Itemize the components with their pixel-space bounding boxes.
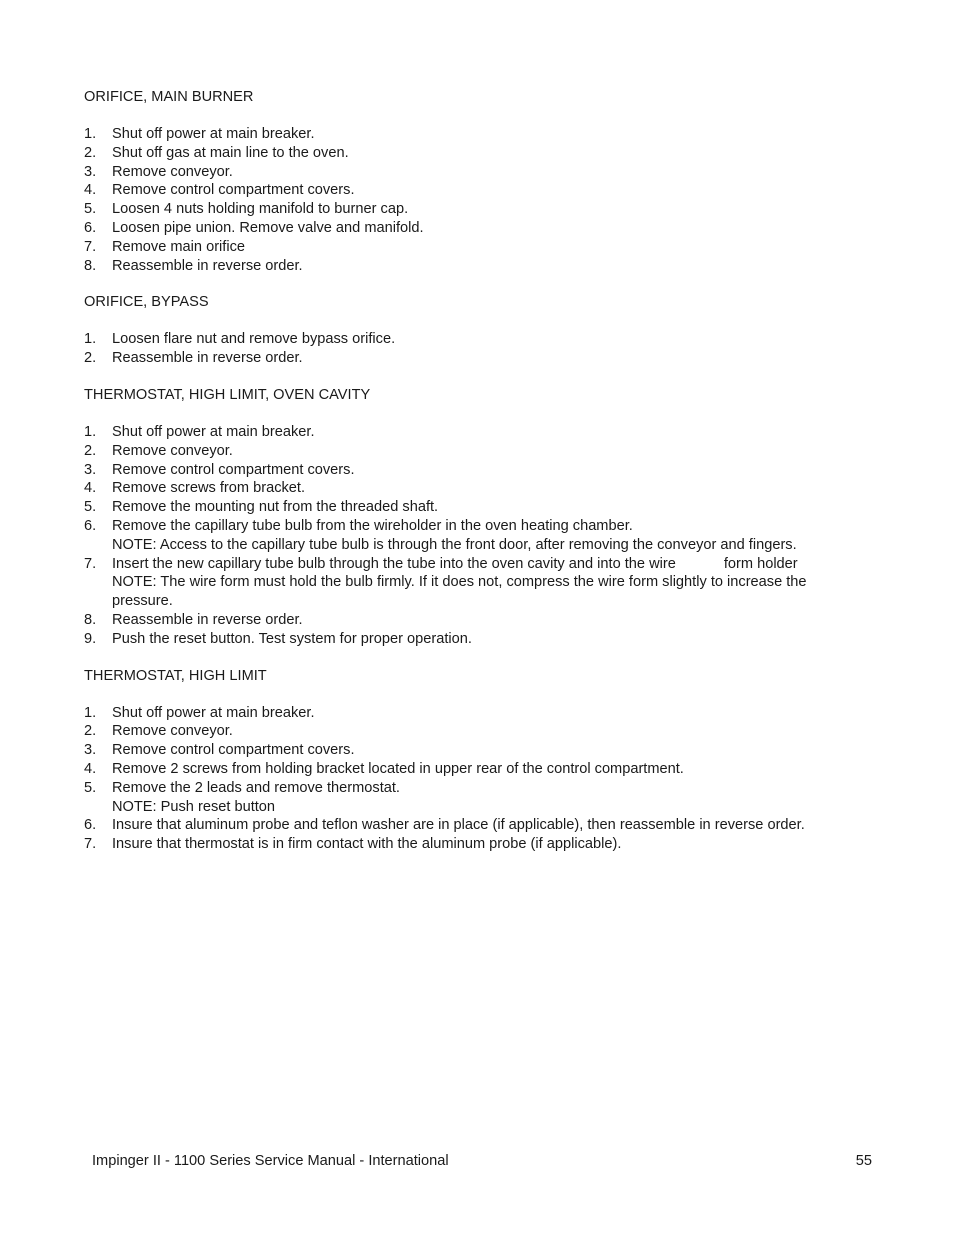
list-item [84, 461, 864, 480]
document-body [84, 88, 864, 854]
list-item [84, 498, 864, 517]
section-title: THERMOSTAT, HIGH LIMIT [84, 667, 267, 684]
step-text: Remove conveyor. [112, 723, 233, 740]
step-text: Remove the 2 leads and remove thermostat. [112, 779, 400, 796]
step-number: 5. [84, 499, 97, 516]
step-text: Shut off power at main breaker. [112, 704, 315, 721]
step-number: 3. [84, 742, 97, 759]
section-title: ORIFICE, MAIN BURNER [84, 89, 254, 105]
step-text: Remove the mounting nut from the threaded shaft. [112, 499, 439, 516]
list-item [84, 779, 864, 817]
step-number: 2. [84, 723, 97, 740]
list-item [84, 163, 864, 182]
list-item [84, 423, 864, 442]
step-number: 6. [84, 817, 97, 834]
page-number: 55 [855, 1153, 872, 1169]
section [84, 293, 864, 368]
step-number: 3. [84, 461, 97, 478]
step-text: Shut off gas at main line to the oven. [112, 144, 349, 161]
step-list [84, 330, 864, 368]
step-number: 5. [84, 779, 97, 796]
list-item [84, 555, 864, 611]
list-item [84, 330, 864, 349]
step-text: Remove conveyor. [112, 442, 233, 459]
step-text: Loosen 4 nuts holding manifold to burner cap. [112, 201, 409, 218]
list-item [84, 442, 864, 461]
section [84, 667, 864, 854]
step-number: 2. [84, 442, 97, 459]
step-text: Remove screws from bracket. [112, 480, 306, 497]
list-item [84, 219, 864, 238]
list-item [84, 630, 864, 649]
step-text: Reassemble in reverse order. [112, 350, 303, 367]
step-text: Shut off power at main breaker. [112, 423, 315, 440]
step-list [84, 704, 864, 854]
step-number: 6. [84, 517, 97, 534]
step-text: Insure that thermostat is in firm contact with the aluminum probe (if applicable). [112, 836, 622, 853]
step-number: 7. [84, 836, 97, 853]
list-item [84, 200, 864, 219]
list-item [84, 144, 864, 163]
step-number: 8. [84, 611, 97, 628]
step-list [84, 423, 864, 649]
list-item [84, 722, 864, 741]
step-note: NOTE: Access to the capillary tube bulb is through the front door, after removing the conveyor and fingers. [112, 536, 797, 553]
list-item [84, 238, 864, 257]
list-item [84, 760, 864, 779]
step-text: Push the reset button. Test system for proper operation. [112, 630, 472, 647]
step-number: 4. [84, 182, 97, 199]
step-text: Remove control compartment covers. [112, 461, 355, 478]
list-item [84, 611, 864, 630]
list-item [84, 517, 864, 555]
section [84, 88, 864, 275]
step-number: 2. [84, 350, 97, 367]
list-item [84, 816, 864, 835]
step-number: 6. [84, 219, 97, 236]
step-number: 1. [84, 704, 97, 721]
section [84, 386, 864, 649]
step-body [112, 517, 864, 555]
list-item [84, 741, 864, 760]
step-text: Insert the new capillary tube bulb through the tube into the oven cavity and into the wire [112, 555, 676, 572]
step-number: 3. [84, 163, 97, 180]
step-body [112, 555, 864, 611]
step-text: Remove control compartment covers. [112, 182, 355, 199]
step-note: NOTE: Push reset button [112, 798, 276, 815]
step-list [84, 125, 864, 275]
step-text: Remove control compartment covers. [112, 742, 355, 759]
step-note: NOTE: The wire form must hold the bulb firmly. If it does not, compress the wire form slightly to increase the pressure. [112, 574, 807, 610]
step-text-continued: form holder [723, 555, 798, 572]
list-item [84, 125, 864, 144]
step-number: 1. [84, 126, 97, 142]
step-number: 8. [84, 257, 97, 274]
list-item [84, 257, 864, 276]
step-text: Loosen pipe union. Remove valve and manifold. [112, 219, 424, 236]
section-title: ORIFICE, BYPASS [84, 294, 209, 311]
step-text: Remove 2 screws from holding bracket located in upper rear of the control compartment. [112, 760, 684, 777]
step-number: 5. [84, 201, 97, 218]
step-number: 4. [84, 760, 97, 777]
step-number: 1. [84, 331, 97, 348]
list-item [84, 704, 864, 723]
list-item [84, 349, 864, 368]
step-number: 7. [84, 555, 97, 572]
step-number: 1. [84, 423, 97, 440]
step-number: 9. [84, 630, 97, 647]
step-text: Shut off power at main breaker. [112, 126, 315, 142]
step-number: 7. [84, 238, 97, 255]
step-text: Remove conveyor. [112, 163, 233, 180]
footer-title: Impinger II - 1100 Series Service Manual - International [92, 1153, 449, 1169]
page-footer [92, 1153, 872, 1169]
step-text: Remove the capillary tube bulb from the wireholder in the oven heating chamber. [112, 517, 633, 534]
list-item [84, 181, 864, 200]
list-item [84, 479, 864, 498]
step-number: 2. [84, 144, 97, 161]
step-text: Insure that aluminum probe and teflon washer are in place (if applicable), then reassemble in reverse order. [112, 817, 805, 834]
list-item [84, 835, 864, 854]
step-text: Remove main orifice [112, 238, 246, 255]
step-body [112, 779, 864, 817]
step-text: Reassemble in reverse order. [112, 257, 303, 274]
section-title: THERMOSTAT, HIGH LIMIT, OVEN CAVITY [84, 386, 371, 403]
step-text: Loosen flare nut and remove bypass orifice. [112, 331, 396, 348]
step-number: 4. [84, 480, 97, 497]
step-text: Reassemble in reverse order. [112, 611, 303, 628]
